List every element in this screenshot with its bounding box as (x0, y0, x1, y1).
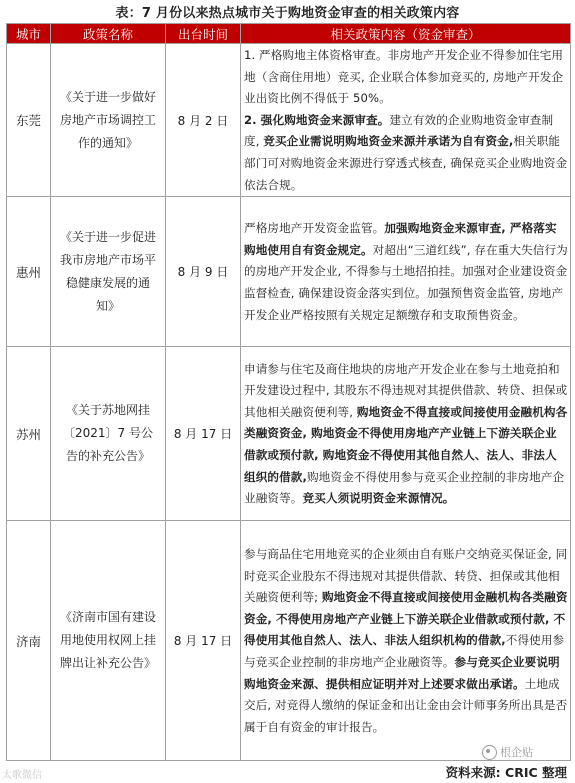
city-cell: 苏州 (7, 347, 51, 521)
content-segment: 参与商品住宅用地竞买的企业须由自有账户交纳竞买保证金, 同时竞买企业股东不得违规对其提供借款、转贷、担保或其他相关融资便利等; (244, 546, 568, 605)
content-segment: 建立有效的企业购地资金审查制度, (244, 112, 554, 149)
table-row (7, 44, 571, 197)
content-segment: 对超出“三道红线”, 存在重大失信行为的房地产开发企业, 不得参与土地招拍挂。加强对企业建设资金监督检查, 确保建设资金落实到位。加强预售资金监管, 房地产开发企业严格按照有关规定足额缴存和支取预售资金。 (244, 242, 568, 322)
header-content: 相关政策内容（资金审查） (241, 24, 571, 44)
policy-name-cell: 《济南市国有建设用地使用权网上挂牌出让补充公告》 (51, 521, 166, 761)
policy-name-cell: 《关于进一步促进我市房地产市场平稳健康发展的通知》 (51, 197, 166, 347)
watermark-left: 太歌微信 (2, 770, 42, 781)
watermark-right (482, 744, 533, 760)
policy-name-cell: 《关于苏地网挂〔2021〕7 号公告的补充公告》 (51, 347, 166, 521)
header-row (7, 24, 571, 44)
city-cell: 东莞 (7, 44, 51, 197)
date-cell: 8 月 9 日 (166, 197, 241, 347)
policy-content-cell (241, 197, 571, 347)
table-row (7, 347, 571, 521)
content-segment: 购地资金不得直接或间接使用金融机构各类融资资金, 不得使用房地产产业链上下游关联企业借款或预付款, 不得使用其他自然人、法人、非法人组织机构的借款, (244, 590, 568, 648)
city-cell: 济南 (7, 521, 51, 761)
content-segment: 2. 强化购地资金来源审查。 (244, 112, 390, 127)
content-segment: 购地资金不得直接或间接使用金融机构各类融资资金, 购地资金不得使用房地产产业链上下游关联企业借款或预付款, 购地资金不得使用其他自然人、法人、非法人组织的借款, (244, 404, 568, 484)
content-segment: 不得使用参与竞买企业控制的非房地产企业融资等。 (244, 633, 565, 669)
table-row (7, 197, 571, 347)
policy-content-cell (241, 521, 571, 761)
content-segment: 竞买人须说明资金来源情况。 (302, 491, 455, 506)
wechat-icon (482, 745, 497, 760)
table-row (7, 521, 571, 761)
header-policy-name: 政策名称 (51, 24, 166, 44)
policy-name-cell: 《关于进一步做好房地产市场调控工作的通知》 (51, 44, 166, 197)
header-date: 出台时间 (166, 24, 241, 44)
date-cell: 8 月 17 日 (166, 347, 241, 521)
source-note: 资料来源: CRIC 整理 (445, 765, 567, 780)
watermark-right-text: 根企贴 (500, 746, 533, 759)
content-segment: 相关职能部门可对购地资金来源进行穿透式核查, 确保竞买企业购地资金依法合规。 (244, 134, 568, 192)
city-cell: 惠州 (7, 197, 51, 347)
header-city: 城市 (7, 24, 51, 44)
content-segment: 竞买企业需说明购地资金来源并承诺为自有资金, (263, 134, 514, 149)
content-segment: 土地成交后, 对竞得人缴纳的保证金和出让金由会计师事务所出具是否属于自有资金的审计报告。 (244, 676, 568, 734)
date-cell: 8 月 17 日 (166, 521, 241, 761)
content-segment: 1. 严格购地主体资格审查。非房地产开发企业不得参加住宅用地（含商住用地）竞买, 企业联合体参加竞买的, 房地产开发企业出资比例不得低于 50%。 (244, 48, 564, 106)
policy-content-cell (241, 44, 571, 197)
policy-content-cell (241, 347, 571, 521)
content-segment: 购地资金不得使用参与竞买企业控制的非房地产企业融资等。 (244, 469, 565, 506)
content-segment: 申请参与住宅及商住地块的房地产开发企业在参与土地竞拍和开发建设过程中, 其股东不得违规对其提供借款、转贷、担保或其他相关融资便利等, (244, 361, 568, 419)
table-title: 表：7 月份以来热点城市关于购地资金审查的相关政策内容 (115, 6, 460, 21)
content-segment: 严格房地产开发资金监管。 (244, 221, 385, 236)
date-cell: 8 月 2 日 (166, 44, 241, 197)
content-segment: 参与竞买企业要说明购地资金来源、提供相应证明并对上述要求做出承诺。 (244, 654, 560, 691)
policy-table (6, 23, 571, 761)
content-segment: 加强购地资金来源审查, 严格落实购地使用自有资金规定。 (244, 221, 557, 257)
